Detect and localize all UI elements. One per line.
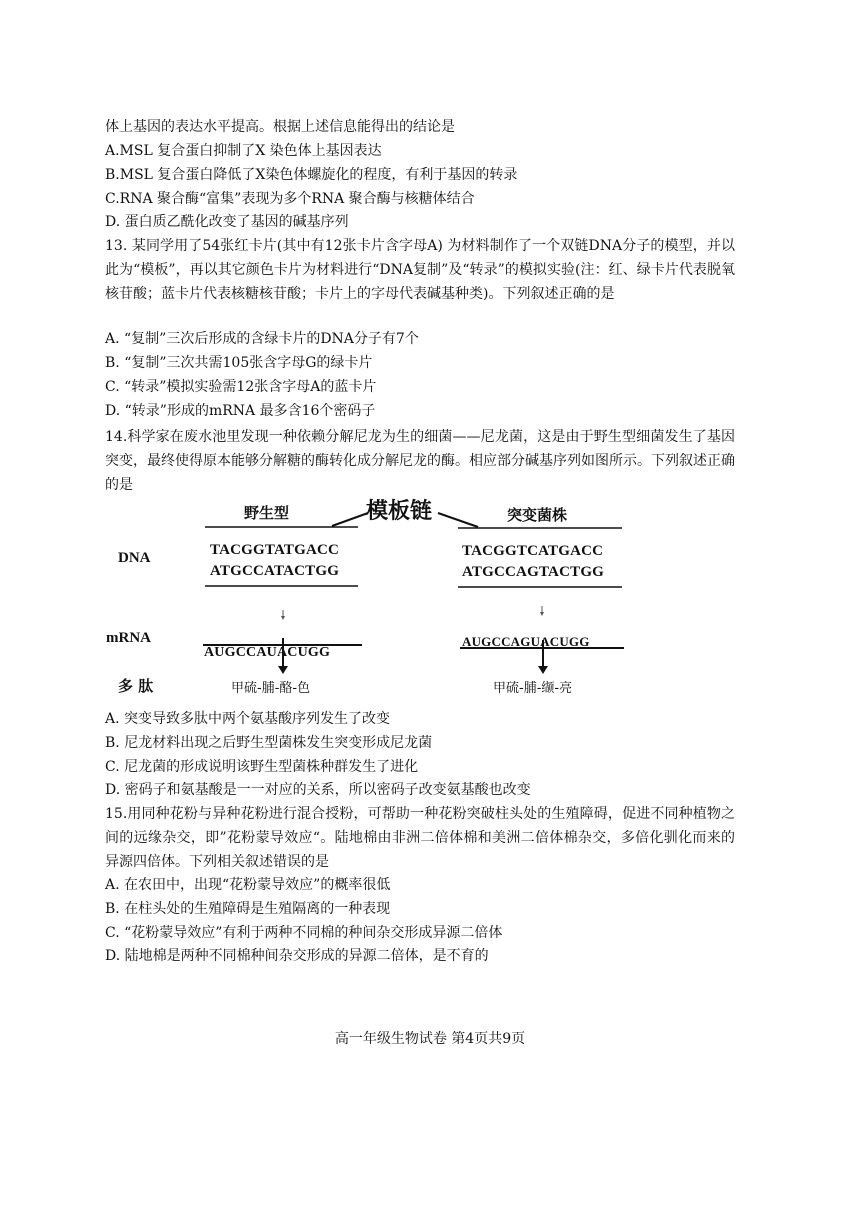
question-13-stem: 13. 某同学用了54张红卡片(其中有12张卡片含字母A) 为材料制作了一个双链DNA分子的模型，并以此为“模板”，再以其它颜色卡片为材料进行“DNA复制”及“转录”的模拟实验(注：红、绿卡片代表脱氧核苷酸；蓝卡片代表核糖核苷酸；卡片上的字母代表碱基种类)。下列叙述正确的是: [105, 238, 735, 302]
gene-mutation-figure: [100, 490, 660, 705]
question-15-stem: 15.用同种花粉与异种花粉进行混合授粉，可帮助一种花粉突破柱头处的生殖障碍，促进不同种植物之间的远缘杂交，即”花粉蒙导效应“。陆地棉由非洲二倍体棉和美洲二倍体棉杂交，多倍化驯化而来的异源四倍体。下列相关叙述错误的是: [105, 806, 735, 870]
wild-peptide: 甲硫-脯-酪-色: [231, 681, 311, 696]
question-14-stem: 14.科学家在废水池里发现一种依赖分解尼龙为生的细菌——尼龙菌，这是由于野生型细菌发生了基因突变，最终使得原本能够分解糖的酶转化成分解尼龙的酶。相应部分碱基序列如图所示。下列叙述正确的是: [105, 429, 735, 493]
template-strand-label: 模板链: [366, 498, 433, 523]
mutant-dna-top-seq: TACGGTCATGACC: [462, 543, 604, 559]
q14-option-d[interactable]: D. 密码子和氨基酸是一一对应的关系，所以密码子改变氨基酸也改变: [105, 782, 531, 798]
row-label-dna: DNA: [118, 550, 151, 566]
q15-option-b[interactable]: B. 在柱头处的生殖障碍是生殖隔离的一种表现: [105, 901, 391, 917]
wild-mrna-seq: AUGCCAUACUGG: [204, 645, 331, 660]
mutant-mrna-seq: AUGCCAGUACUGG: [462, 634, 590, 649]
q14-option-a[interactable]: A. 突变导致多肽中两个氨基酸序列发生了改变: [105, 711, 391, 727]
q15-option-d[interactable]: D. 陆地棉是两种不同棉种间杂交形成的异源二倍体，是不育的: [105, 948, 489, 964]
q12-option-d[interactable]: D. 蛋白质乙酰化改变了基因的碱基序列: [105, 214, 349, 230]
wild-dna-bottom-seq: ATGCCATACTGG: [210, 563, 340, 579]
template-pointer-left: [332, 513, 368, 526]
mutant-strain-label: 突变菌株: [507, 508, 568, 524]
q13-option-d[interactable]: D. “转录”形成的mRNA 最多含16个密码子: [105, 403, 376, 419]
wild-translation-arrowhead: [278, 666, 288, 674]
q14-option-c[interactable]: C. 尼龙菌的形成说明该野生型菌株种群发生了进化: [105, 759, 419, 775]
template-pointer-right: [438, 513, 478, 527]
q15-option-c[interactable]: C. “花粉蒙导效应”有利于两种不同棉的种间杂交形成异源二倍体: [105, 925, 503, 941]
mutant-translation-arrowhead: [538, 666, 548, 674]
page-footer: 高一年级生物试卷 第4页共9页: [334, 1031, 526, 1047]
mutant-small-arrowhead: [540, 612, 544, 616]
mutant-dna-bottom-seq: ATGCCAGTACTGG: [462, 564, 605, 580]
q12-option-b[interactable]: B.MSL 复合蛋白降低了X染色体螺旋化的程度，有利于基因的转录: [105, 167, 518, 183]
wild-small-arrowhead: [281, 616, 285, 620]
mutant-peptide: 甲硫-脯-缬-亮: [493, 681, 573, 696]
row-label-peptide: 多 肽: [118, 677, 154, 695]
q12-option-c[interactable]: C.RNA 聚合酶“富集”表现为多个RNA 聚合酶与核糖体结合: [105, 191, 475, 207]
q13-option-c[interactable]: C. “转录”模拟实验需12张含字母A的蓝卡片: [105, 379, 377, 395]
q14-option-b[interactable]: B. 尼龙材料出现之后野生型菌株发生突变形成尼龙菌: [105, 735, 433, 751]
q12-option-a[interactable]: A.MSL 复合蛋白抑制了X 染色体上基因表达: [105, 143, 382, 159]
question-12-stem-tail: 体上基因的表达水平提高。根据上述信息能得出的结论是: [105, 119, 455, 135]
wild-type-label: 野生型: [244, 506, 290, 522]
wild-dna-top-seq: TACGGTATGACC: [210, 542, 340, 558]
q15-option-a[interactable]: A. 在农田中，出现“花粉蒙导效应”的概率很低: [105, 877, 391, 893]
q13-option-b[interactable]: B. “复制”三次共需105张含字母G的绿卡片: [105, 355, 373, 371]
row-label-mrna: mRNA: [106, 630, 151, 646]
q13-option-a[interactable]: A. “复制”三次后形成的含绿卡片的DNA分子有7个: [105, 331, 419, 347]
